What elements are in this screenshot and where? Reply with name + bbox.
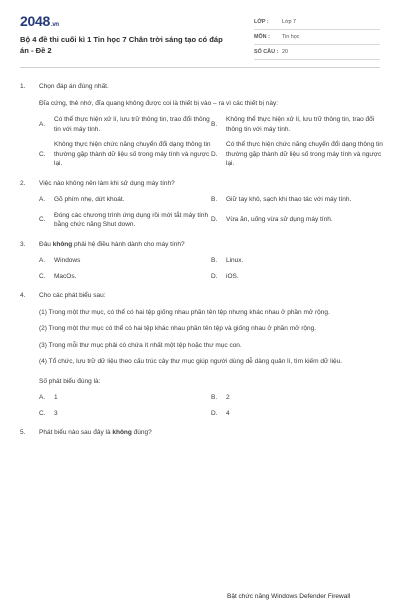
option-text: 3	[54, 409, 58, 417]
answer-options	[20, 256, 382, 281]
question-number: 3.	[20, 240, 26, 248]
option-label: C.	[39, 272, 46, 280]
option-a[interactable]	[39, 115, 211, 134]
option-d[interactable]	[211, 140, 383, 169]
option-text: 4	[226, 409, 230, 417]
question-number: 4.	[20, 292, 26, 299]
option-label: C.	[39, 216, 46, 224]
option-c[interactable]	[39, 409, 211, 419]
logo-suffix: .vn	[50, 22, 59, 28]
option-label: A.	[39, 196, 46, 203]
statement-2: (2) Trong một thư mục có thể có hai tệp khác nhau phần tên tệp và giống nhau ở phần mở rộng.	[39, 325, 317, 332]
document-header	[20, 12, 380, 60]
option-a[interactable]	[39, 393, 211, 403]
question-1	[20, 82, 382, 169]
option-text: Gõ phím nhẹ, dứt khoát.	[54, 196, 125, 203]
option-text: Không thể thực hiện xử lí, lưu trữ thông tin, trao đổi thông tin với máy tính.	[226, 116, 375, 133]
option-text: 1	[54, 394, 58, 401]
question-text-start: Phát biểu nào sau đây là	[39, 429, 113, 436]
meta-value: 20	[282, 49, 288, 55]
emphasis-word: không	[112, 429, 132, 436]
option-label: D.	[211, 150, 218, 158]
option-b[interactable]	[211, 256, 383, 266]
meta-row-class	[254, 17, 380, 30]
question-number: 1.	[20, 83, 26, 90]
option-text: Đóng các chương trình ứng dụng rồi mới tắt máy tính bằng chức năng Shut down.	[54, 211, 209, 228]
option-text: Windows	[54, 257, 81, 264]
site-logo[interactable]	[20, 13, 59, 29]
option-text: Vừa ăn, uống vừa sử dụng máy tính.	[226, 216, 333, 224]
option-c[interactable]	[39, 140, 211, 169]
answer-options	[20, 195, 382, 230]
question-text-end: đúng?	[131, 429, 152, 436]
question-text-end: phải hệ điều hành dành cho máy tính?	[72, 240, 185, 248]
option-b[interactable]	[211, 115, 383, 134]
statement-1: (1) Trong một thư mục, có thể có hai tệp giống nhau phần tên tệp nhưng khác nhau ở phần mở rộng.	[39, 308, 330, 316]
option-text: Linux.	[226, 257, 244, 264]
header-divider	[20, 67, 380, 68]
option-text: 2	[226, 394, 230, 401]
question-text: Chọn đáp án đúng nhất.	[39, 83, 109, 90]
option-label: A.	[39, 394, 46, 401]
question-text	[39, 428, 382, 438]
option-d[interactable]	[211, 211, 383, 230]
meta-row-question-count	[254, 47, 380, 60]
statement-4: (4) Tổ chức, lưu trữ dữ liệu theo cấu trúc cây thư mục giúp người dùng dễ dàng quản lí, tìm kiếm dữ liệu.	[39, 358, 343, 365]
option-b[interactable]	[211, 393, 383, 403]
question-4	[20, 291, 382, 418]
question-number: 2.	[20, 179, 26, 187]
question-text: Việc nào không nên làm khi sử dụng máy tính?	[39, 179, 175, 187]
question-number: 5.	[20, 429, 26, 436]
option-a[interactable]	[39, 195, 211, 205]
meta-value: Lớp 7	[282, 19, 297, 25]
option-label: B.	[211, 394, 218, 401]
count-prompt: Số phát biểu đúng là:	[39, 377, 101, 385]
option-d[interactable]	[211, 272, 383, 282]
option-text: Có thể thực hiện chức năng chuyển đổi dạng thông tin thường gặp thành dữ liệu số trong máy tính và ngược lại.	[226, 141, 383, 167]
option-label: B.	[211, 257, 218, 264]
question-stem: Đĩa cứng, thẻ nhớ, đĩa quang không được coi là thiết bị vào – ra vì các thiết bị này:	[39, 99, 279, 107]
option-text: Không thực hiện chức năng chuyển đổi dạng thông tin thường gặp thành dữ liệu số trong máy tính và ngược lại.	[54, 141, 211, 167]
option-label: D.	[211, 216, 218, 224]
meta-label: SỐ CÂU :	[254, 49, 279, 55]
answer-options	[20, 115, 382, 169]
question-text	[39, 240, 382, 250]
question-2	[20, 179, 382, 230]
logo-main: 2048	[20, 13, 50, 29]
option-label: A.	[39, 120, 46, 128]
meta-value: Tin học	[282, 34, 300, 40]
option-label: C.	[39, 409, 46, 417]
question-text-start: Đâu	[39, 240, 53, 248]
meta-row-subject	[254, 32, 380, 45]
document-title: Bộ 4 đề thi cuối kì 1 Tin học 7 Chân trời sáng tạo có đáp án - Đề 2	[20, 35, 223, 55]
emphasis-word: không	[52, 240, 73, 248]
option-label: D.	[211, 409, 218, 417]
option-label: C.	[39, 150, 46, 158]
option-text: iOS.	[226, 272, 239, 280]
option-d[interactable]	[211, 409, 383, 419]
statement-3: (3) Trong mỗi thư mục phải có chứa ít nhất một tệp hoặc thư mục con.	[39, 341, 242, 349]
option-c[interactable]	[39, 211, 211, 230]
question-list	[20, 82, 382, 448]
option-label: B.	[211, 120, 218, 128]
question-5	[20, 428, 382, 438]
option-label: D.	[211, 272, 218, 280]
option-text: Có thể thực hiện xử lí, lưu trữ thông tin, trao đổi thông tin với máy tính.	[54, 116, 210, 133]
meta-label: MÔN :	[254, 34, 270, 40]
meta-label: LỚP :	[254, 19, 269, 25]
partial-option-text: Bật chức năng Windows Defender Firewall	[227, 593, 351, 600]
question-3	[20, 240, 382, 282]
meta-info	[254, 17, 380, 62]
option-label: B.	[211, 196, 218, 203]
option-c[interactable]	[39, 272, 211, 282]
option-b[interactable]	[211, 195, 383, 205]
question-text: Cho các phát biểu sau:	[39, 292, 106, 299]
answer-options	[20, 393, 382, 418]
option-text: Giữ tay khô, sạch khi thao tác với máy tính.	[226, 196, 352, 203]
option-label: A.	[39, 257, 46, 264]
option-text: MacOs.	[54, 272, 77, 280]
option-a[interactable]	[39, 256, 211, 266]
